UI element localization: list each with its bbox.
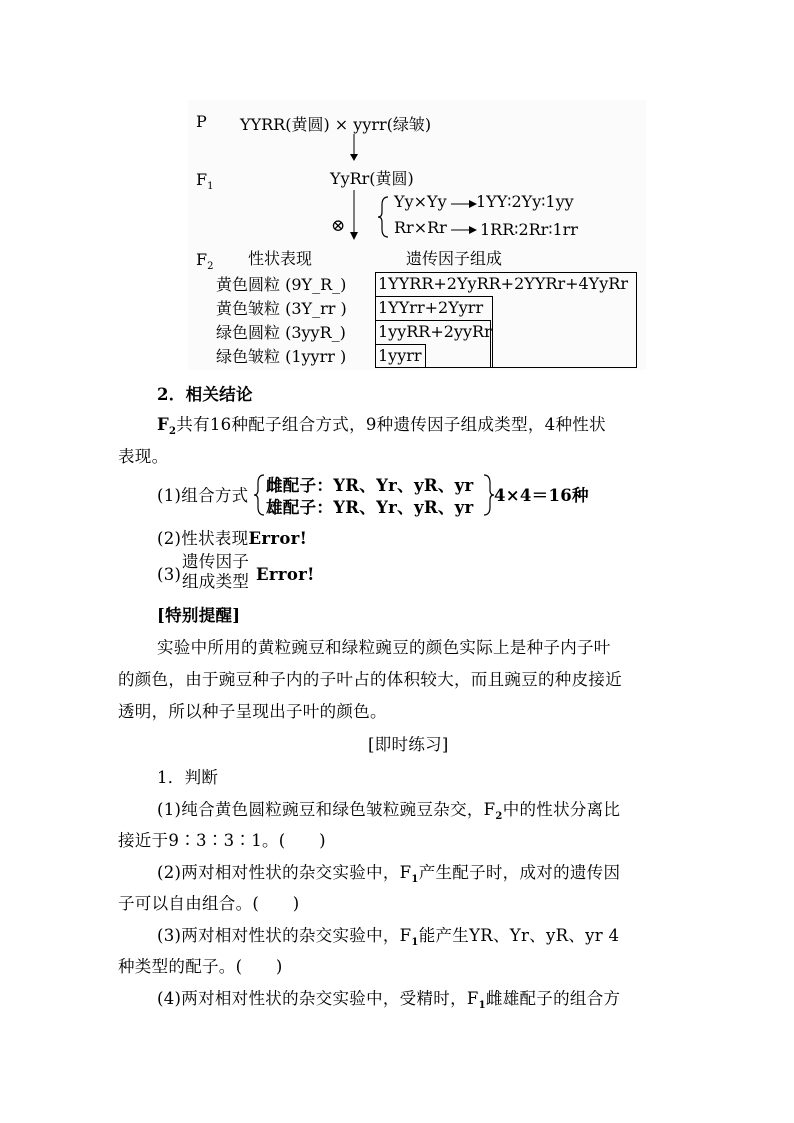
combination-result: 4×4＝16种: [494, 486, 589, 505]
question-2-line: 子可以自由组合。( ): [118, 894, 300, 913]
f2-generation-label: $F_2$: [196, 250, 214, 272]
genotype-row: 1YYRR+2YyRR+2YYRr+4YyRr: [378, 274, 628, 293]
genotype-row: 1yyrr: [378, 346, 422, 365]
f1-generation-label: $F_1$: [196, 170, 214, 192]
genotype-type-item-label: (3): [157, 565, 182, 584]
question-1-line: (1)纯合黄色圆粒豌豆和绿色皱粒豌豆杂交，$F_2$中的性状分离比: [157, 800, 621, 822]
question-group-heading: 1．判断: [157, 768, 219, 787]
conclusion-paragraph-line: 表现。: [118, 447, 169, 466]
left-brace-icon: [378, 195, 390, 239]
phenotype-row: 黄色圆粒 (9Y_R_): [216, 275, 347, 294]
split-yy: Yy×Yy: [394, 192, 447, 211]
phenotype-row: 绿色皱粒 (1yyrr ): [216, 347, 347, 366]
genotype-type-error: Error!: [256, 565, 315, 584]
combination-label: (1)组合方式: [157, 486, 249, 505]
conclusion-paragraph-line: $F_2$共有16种配子组合方式，9种遗传因子组成类型，4种性状: [157, 415, 606, 437]
phenotype-row: 绿色圆粒 (3yyR_): [216, 323, 346, 342]
reminder-line: 透明，所以种子呈现出子叶的颜色。: [118, 702, 387, 721]
question-3-line: (3)两对相对性状的杂交实验中，$F_1$能产生YR、Yr、yR、yr 4: [157, 926, 620, 948]
genotype-row: 1YYrr+2Yyrr: [378, 298, 484, 317]
female-gametes: 雌配子：YR、Yr、yR、yr: [266, 476, 474, 495]
p-generation-label: P: [196, 112, 207, 131]
f1-genotype: YyRr(黄圆): [330, 169, 414, 188]
arrow-right-icon: [451, 224, 477, 236]
split-yy-result: 1YY∶2Yy∶1yy: [476, 192, 574, 211]
phenotype-column-header: 性状表现: [248, 249, 313, 268]
genetic-cross-diagram: [188, 100, 646, 370]
genotype-row: 1yyRR+2yyRr: [378, 322, 492, 341]
question-3-line: 种类型的配子。( ): [118, 957, 283, 976]
p-generation-cross: YYRR(黄圆) × yyrr(绿皱): [240, 115, 432, 134]
question-1-line: 接近于9∶3∶3∶1。( ): [118, 831, 326, 850]
practice-heading: [即时练习]: [368, 735, 449, 754]
male-gametes: 雄配子：YR、Yr、yR、yr: [266, 498, 474, 517]
reminder-heading: [特别提醒]: [157, 606, 241, 625]
selfing-symbol: ⊗: [331, 216, 346, 236]
arrow-down-icon: [348, 190, 360, 242]
genotype-type-item-text: 遗传因子 组成类型: [182, 552, 250, 591]
question-4-line: (4)两对相对性状的杂交实验中，受精时，$F_1$雌雄配子的组合方: [157, 989, 621, 1011]
phenotype-row: 黄色皱粒 (3Y_rr ): [216, 299, 347, 318]
section-heading: 2．相关结论: [157, 385, 253, 404]
phenotype-item: (2)性状表现Error!: [157, 529, 308, 548]
arrow-right-icon: [451, 198, 477, 210]
arrow-down-icon: [348, 134, 360, 162]
reminder-line: 实验中所用的黄粒豌豆和绿粒豌豆的颜色实际上是种子内子叶: [157, 638, 611, 657]
question-2-line: (2)两对相对性状的杂交实验中，$F_1$产生配子时，成对的遗传因: [157, 863, 621, 885]
reminder-line: 的颜色，由于豌豆种子内的子叶占的体积较大，而且豌豆的种皮接近: [118, 670, 622, 689]
right-brace-icon: [482, 473, 494, 517]
genotype-column-header: 遗传因子组成: [406, 249, 503, 268]
left-brace-icon: [254, 473, 266, 517]
split-rr-result: 1RR∶2Rr∶1rr: [480, 220, 578, 239]
split-rr: Rr×Rr: [394, 218, 447, 237]
